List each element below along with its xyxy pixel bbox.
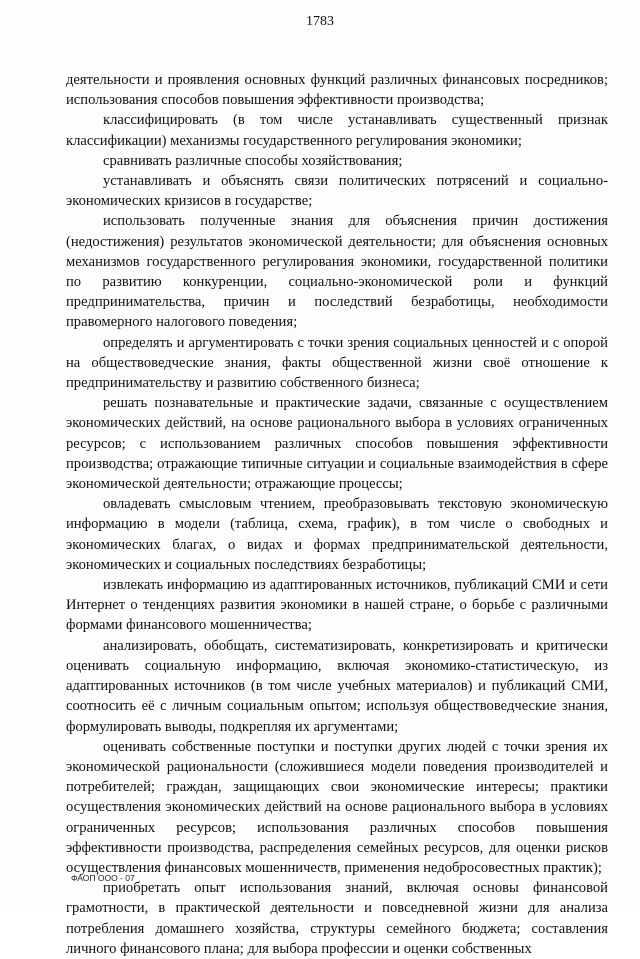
paragraph: оценивать собственные поступки и поступки других людей с точки зрения их экономической рациональности (сложившиеся модели поведения производителей и потребителей; граждан, защищающих свои экономические интересы; практики осуществления экономических действий на основе рационального выбора в условиях ограниченных ресурсов; использования различных способов повышения эффективности производства, распределения семейных ресурсов, для оценки рисков осуществления финансовых мошенничеств, применения недобросовестных практик); <box>66 738 608 876</box>
paragraph: определять и аргументировать с точки зрения социальных ценностей и с опорой на обществоведческие знания, факты общественной жизни своё отношение к предпринимательству и развитию собственного бизнеса; <box>66 334 608 392</box>
paragraph: деятельности и проявления основных функций различных финансовых посредников; использования способов повышения эффективности производства; <box>66 72 608 109</box>
paragraph: овладевать смысловым чтением, преобразовывать текстовую экономическую информацию в модели (таблица, схема, график), в том числе о свободных и экономических благах, о видах и формах предпринимательской деятельности, экономических и социальных последствиях безработицы; <box>66 496 608 573</box>
paragraph: использовать полученные знания для объяснения причин достижения (недостижения) результатов экономической деятельности; для объяснения основных механизмов государственного регулирования экономики, государственной политики по развитию конкуренции, социально-экономической роли и функций предпринимательства, причин и последствий безработицы, необходимости правомерного налогового поведения; <box>66 213 608 331</box>
paragraph: анализировать, обобщать, систематизировать, конкретизировать и критически оценивать социальную информацию, включая экономико-статистическую, из адаптированных источников (в том числе учебных материалов) и публикаций СМИ, соотносить её с личным социальным опытом; используя обществоведческие знания, формулировать выводы, подкрепляя их аргументами; <box>66 637 608 735</box>
paragraph: устанавливать и объяснять связи политических потрясений и социально-экономических кризисов в государстве; <box>66 173 608 210</box>
paragraph: классифицировать (в том числе устанавливать существенный признак классификации) механизмы государственного регулирования экономики; <box>66 112 608 149</box>
paragraph: приобретать опыт использования знаний, включая основы финансовой грамотности, в практической деятельности и повседневной жизни для анализа потребления домашнего хозяйства, структуры семейного бюджета; составления личного финансового плана; для выбора профессии и оценки собственных <box>66 880 608 957</box>
paragraph: решать познавательные и практические задачи, связанные с осуществлением экономических действий, на основе рационального выбора в условиях ограниченных ресурсов; с использованием различных способов повышения эффективности производства; отражающие типичные ситуации и социальные взаимодействия в сфере экономической деятельности; отражающие процессы; <box>66 395 608 493</box>
footer-document-code: ФАОП ООО - 07 <box>71 873 135 883</box>
paragraph: сравнивать различные способы хозяйствования; <box>103 152 403 169</box>
body-text <box>66 70 608 959</box>
paragraph: извлекать информацию из адаптированных источников, публикаций СМИ и сети Интернет о тенденциях развития экономики в нашей стране, о борьбе с различными формами финансового мошенничества; <box>66 577 608 634</box>
page-number: 1783 <box>306 14 334 29</box>
